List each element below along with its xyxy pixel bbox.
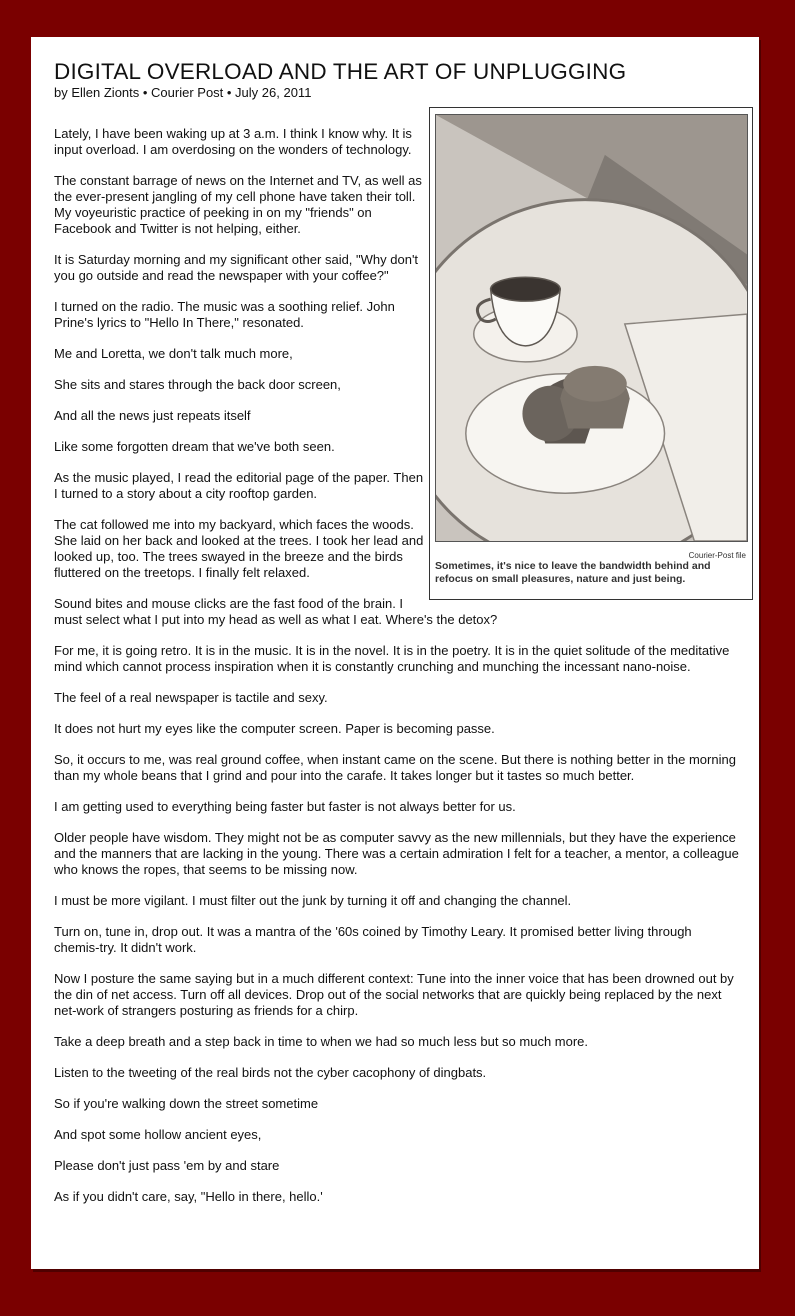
lyric-line: Me and Loretta, we don't talk much more, [54,346,293,361]
article-paragraph: For me, it is going retro. It is in the music. It is in the novel. It is in the poetry. It is in the quiet solitude of the meditative mind which cannot process inspiration when it is constantly crunching and munching the incessant nano-noise. [54,643,730,674]
coffee-muffins-photo [435,114,748,542]
photo-credit: Courier-Post file [688,551,746,560]
article-paragraph: I turned on the radio. The music was a soothing relief. John Prine's lyrics to "Hello In There," resonated. [54,299,395,330]
article-paragraph: The feel of a real newspaper is tactile and sexy. [54,690,328,705]
lyric-line: As if you didn't care, say, "Hello in there, hello.' [54,1189,323,1204]
article-figure [429,107,753,600]
article-page [31,37,759,1269]
lyric-line: She sits and stares through the back door screen, [54,377,341,392]
article-paragraph: The constant barrage of news on the Internet and TV, as well as the ever-present jangling of my cell phone have taken their toll. My voyeuristic practice of peeking in on my "friends" on Facebook and Twitter is not helping, either. [54,173,422,236]
article-title: DIGITAL OVERLOAD AND THE ART OF UNPLUGGING [54,59,627,84]
article-content [54,59,746,1220]
article-paragraph: Take a deep breath and a step back in time to when we had so much less but so much more. [54,1034,589,1049]
article-paragraph: As the music played, I read the editorial page of the paper. Then I turned to a story about a city rooftop garden. [54,470,424,501]
lyric-line: And all the news just repeats itself [54,408,251,423]
article-paragraph: I must be more vigilant. I must filter out the junk by turning it off and changing the channel. [54,893,572,908]
article-paragraph: Now I posture the same saying but in a much different context: Tune into the inner voice that has been drowned out by the din of net access. Turn off all devices. Drop out of the social networks that are quickly being replaced by the next net-work of strangers posturing as friends for a chirp. [54,971,734,1018]
lyric-line: Please don't just pass 'em by and stare [54,1158,280,1173]
photo-illustration [436,115,747,541]
lyric-line: And spot some hollow ancient eyes, [54,1127,262,1142]
article-paragraph: Sound bites and mouse clicks are the fast food of the brain. I must select what I put into my head as well as what I eat. Where's the detox? [54,596,498,627]
article-body [54,126,746,1205]
article-paragraph: It does not hurt my eyes like the computer screen. Paper is becoming passe. [54,721,495,736]
article-paragraph: Turn on, tune in, drop out. It was a mantra of the '60s coined by Timothy Leary. It promised better living through chemis-try. It didn't work. [54,924,692,955]
article-paragraph: I am getting used to everything being faster but faster is not always better for us. [54,799,516,814]
article-paragraph: It is Saturday morning and my significant other said, "Why don't you go outside and read the newspaper with your coffee?" [54,252,419,283]
article-paragraph: Older people have wisdom. They might not be as computer savvy as the new millennials, but they have the experience and the manners that are lacking in the young. There was a certain admiration I felt for a teacher, a mentor, a colleague who knows the ropes, that seems to be missing now. [54,830,739,877]
article-paragraph: So, it occurs to me, was real ground coffee, when instant came on the scene. But there is nothing better in the morning than my whole beans that I grind and pour into the carafe. It takes longer but it tastes so much better. [54,752,736,783]
article-byline: by Ellen Zionts • Courier Post • July 26, 2011 [54,85,312,100]
article-paragraph: Listen to the tweeting of the real birds not the cyber cacophony of dingbats. [54,1065,487,1080]
photo-caption: Sometimes, it's nice to leave the bandwidth behind and refocus on small pleasures, nature and just being. [435,560,711,585]
lyric-line: Like some forgotten dream that we've both seen. [54,439,335,454]
lyric-line: So if you're walking down the street sometime [54,1096,319,1111]
article-paragraph: Lately, I have been waking up at 3 a.m. I think I know why. It is input overload. I am overdosing on the wonders of technology. [54,126,412,157]
article-paragraph: The cat followed me into my backyard, which faces the woods. She laid on her back and looked at the trees. I took her lead and looked up, too. The trees swayed in the breeze and the birds fluttered on the treetops. I finally felt relaxed. [54,517,424,580]
